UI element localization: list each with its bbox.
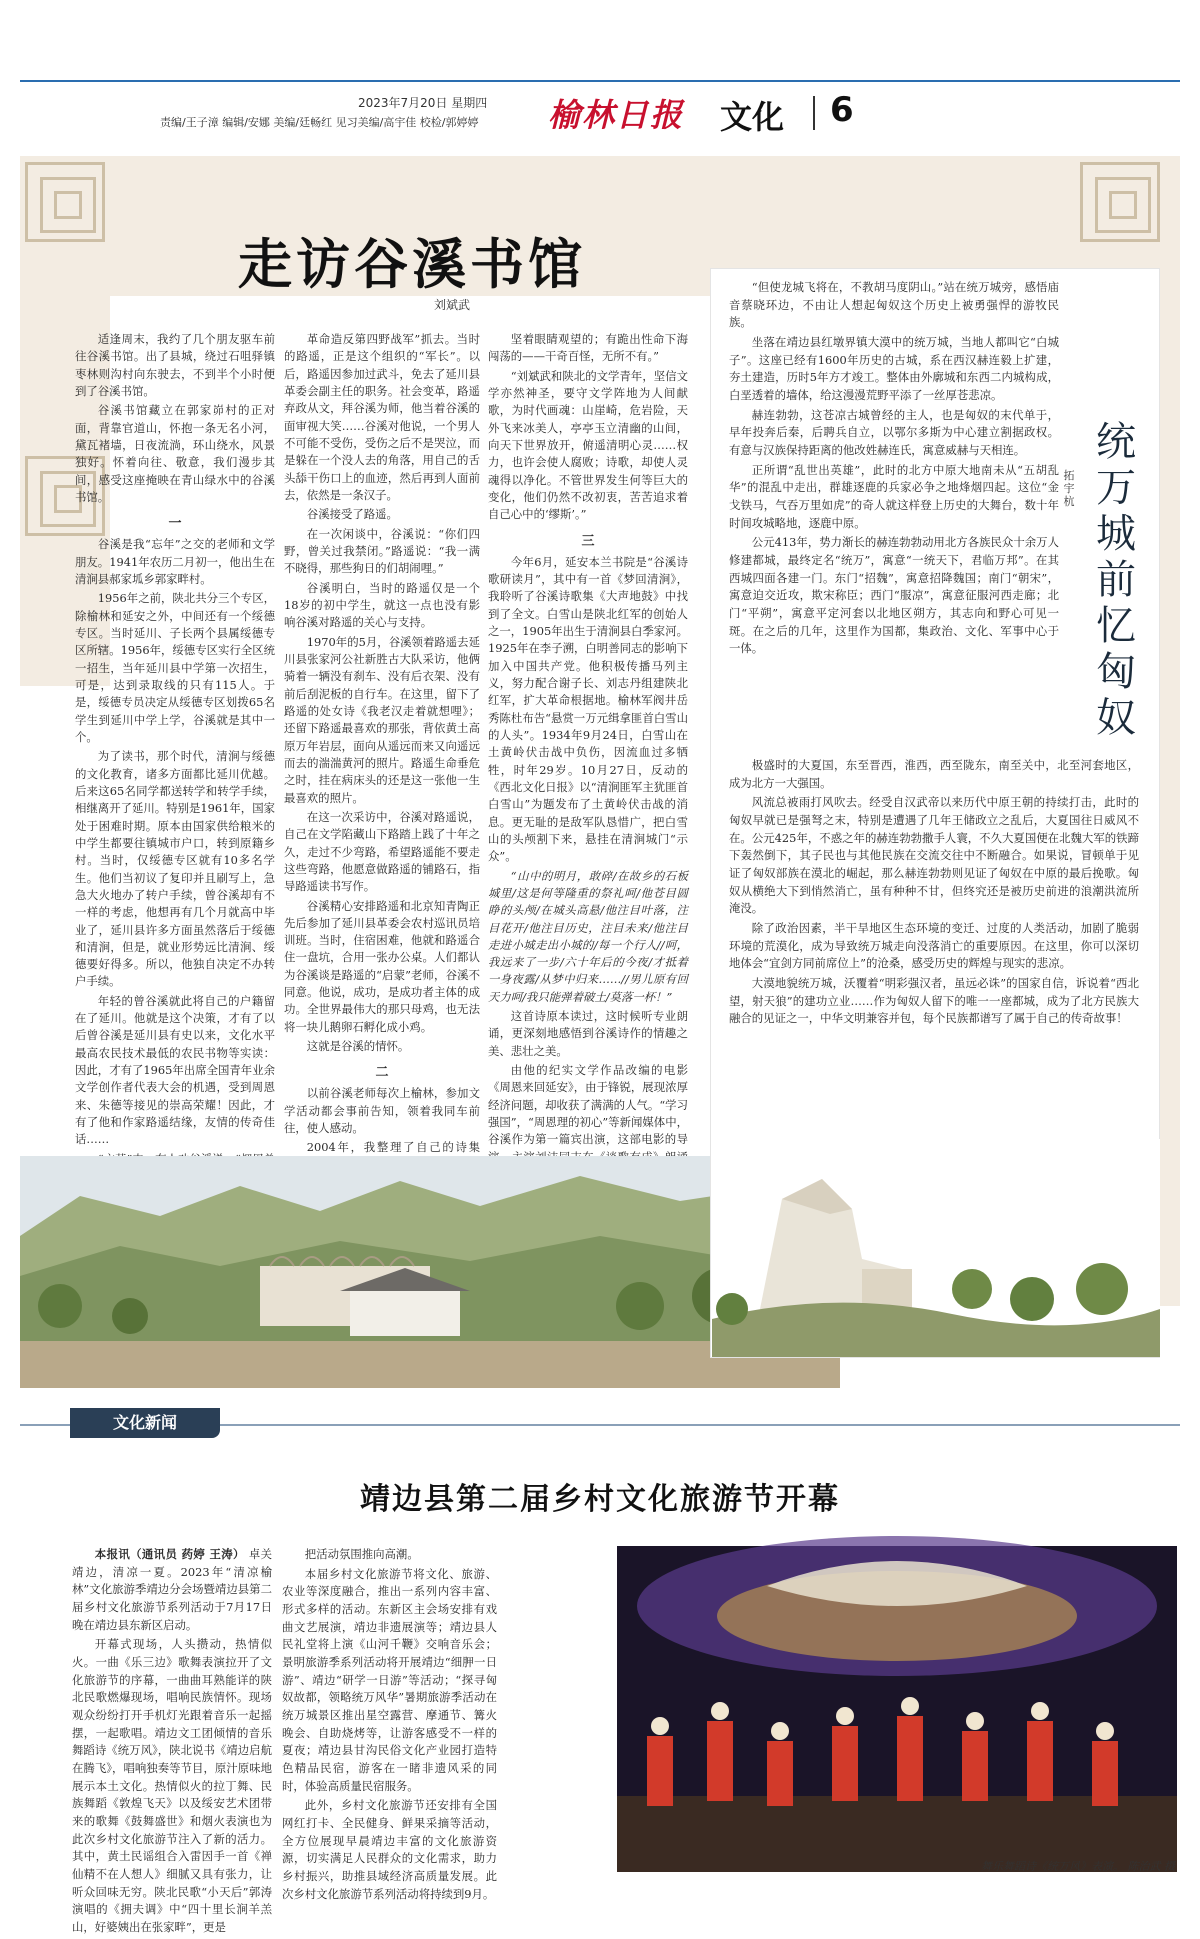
photo-caption: 舞乐舞蹈诗《统万风》表演。 陈治武 摄	[981, 1860, 1175, 1873]
feature-column-3	[488, 331, 688, 1291]
sidebar-column-bottom	[729, 757, 1139, 1030]
masthead	[20, 80, 1180, 138]
feature-byline: 刘斌武	[434, 298, 471, 312]
paragraph: 开幕式现场，人头攒动，热情似火。一曲《乐三边》歌舞表演拉开了文化旅游节的序幕，一曲曲耳熟能详的陕北民歌燃爆现场，唱响民族情怀。现场观众纷纷打开手机灯光跟着音乐一起摇摆，一起歌唱。靖边文工团倾情的音乐舞蹈诗《统万风》，陕北说书《靖边启航在腾飞》，唱响独奏等节目，原汁原味地展示本土文化。热情似火的拉丁舞、民族舞蹈《敦煌飞天》以及绥安艺术团带来的歌舞《鼓舞盛世》和烟火表演也为此次乡村文化旅游节注入了新的活力。其中，黄土民谣组合入雷因手一首《禅仙精不在人想人》细腻又具有张力，让听众回味无穷。陕北民歌“小天后”郭涛演唱的《拥夫调》中“四十里长涧羊羔山，好婆姨出在张家畔”，更是	[72, 1637, 272, 1935]
paragraph: 把活动氛围推向高潮。	[304, 1547, 419, 1561]
lattice-ornament-icon	[1080, 162, 1160, 242]
section-marker: 二	[375, 1065, 389, 1081]
paragraph: 谷溪是我“忘年”之交的老师和文学朋友。1941年农历二月初一，他出生在清涧县郝家坬乡郭家畔村。	[75, 537, 275, 586]
section-marker: 一	[168, 516, 182, 532]
paragraph: 谷溪精心安排路遥和北京知青陶正先后参加了延川县革委会农村巡讯员培训班。当时，住宿困难，他就和路遥合住一盘坑，合用一张办公桌。人们都认为谷溪谈是路遥的“启蒙”老师，谷溪不同意。他说，成功，是成功者主体的成功。全世界最伟大的那只母鸡，也无法将一块儿鹅卵石孵化成小鸡。	[284, 898, 480, 1034]
newspaper-logo: 榆林日报	[548, 96, 685, 134]
paragraph: 年轻的曾谷溪就此将自己的户籍留在了延川。他就是这个决策，才有了以后曾谷溪是延川县有史以来，文化水平最高农民技术最低的农民书物等实读：因此，才有了1965年出席全国青年业余文学创作者代表大会的机遇，受到周恩来、朱德等接见的崇高荣耀！因此，才有了他和作家路遥结缘，友情的传奇佳话……	[75, 993, 275, 1147]
paragraph: 适逢周末，我约了几个朋友驱车前往谷溪书馆。出了县城，绕过石咀驿镇枣林则沟村向东驶去，不到半个小时便到了谷溪书馆。	[75, 332, 275, 398]
paragraph: 正所谓“乱世出英雄”，此时的北方中原大地南未从“五胡乱华”的混乱中走出，群雄逐鹿的兵家必争之地烽烟四起。这位“金戈铁马，气吞万里如虎”的奇人就这样登上历史的大舞台，数十年时间攻城略地，逐鹿中原。	[729, 462, 1059, 530]
sidebar-column-top	[729, 279, 1059, 660]
paragraph: 由他的纪实文学作品改编的电影《周恩来回延安》，由于锋锐，展现浓厚经济问题，却收获了满满的人气。“学习强国”，“周恩理的初心”等新闻媒体中，谷溪作为第一篇宾出演，这部电影的导	[488, 1063, 688, 1147]
news-column-1	[72, 1546, 272, 1939]
lattice-ornament-icon	[25, 162, 105, 242]
paragraph: 风流总被雨打风吹去。经受自汉武帝以来历代中原王朝的持续打击，此时的匈奴早就已是强弩之末，特别是遭遇了几年王储政立之乱后，大夏国往日威风不在。公元425年，不惑之年的赫连勃勃撒手人寰，不久大夏国便在北魏大军的铁蹄下轰然倒下，其子民也与其他民族在交流交往中不断融合。如果说，冒顿单于见证了匈奴部族在漠北的崛起，那么赫连勃勃则见证了匈奴在中原的最后挽歌。匈奴从横绝大下到悄然消亡，虽有种种不甘，但终究还是被历史前进的浪潮洪流所淹没。	[729, 795, 1139, 916]
paragraph: 公元413年，势力渐长的赫连勃勃动用北方各族民众十余万人修建都城，最终定名“统万”，寓意“一统天下，君临万邦”。在其西城四面各建一门。东门“招魏”，寓意招降魏国；南门“朝宋”，寓意迫交近攻，欺宋称臣；西门“服凉”，寓意征服河西走廊；北门“平朔”，寓意平定河套以北地区朔方，其志向和野心可见一斑。在之后的几年，这里作为国都，集政治、文化、军事中心于一体。	[729, 535, 1059, 656]
paragraph: 除了政治因素，半干旱地区生态环境的变迁、过度的人类活动，加剧了脆弱环境的荒漠化，成为导致统万城走向没落消亡的重要原因。在这里，你可以深切地体会“宜剑方同前席位上”的沧桑，感受历史的辉煌与现实的悲凉。	[729, 921, 1139, 971]
culture-news-section	[20, 1402, 1180, 1935]
stage-performance-photo	[617, 1546, 1177, 1872]
news-lead-text: 卓关靖边，清凉一夏。2023年“清凉榆林”文化旅游季靖边分会场暨靖边县第二届乡村文化旅游节系列活动于7月17日晚在靖边县东新区启动。	[72, 1547, 272, 1632]
section-marker: 三	[581, 533, 595, 549]
decorative-frame-right	[1160, 156, 1180, 1306]
poem-excerpt: “山中的明月，敢碎/在故乡的石板城里/这是何等隆重的祭礼呵/他苍目圆睁的头颅/在城头高悬/他注目叶落，注目花开/他注目历史，注目未来/他注目走进小城走出小城的/每一个行人//呵，我远来了一步/六十年后的今夜/才抵着一身夜露/从梦中归来……//男儿原有回天力呵/我只能弹着破土/莫落一杯！”	[488, 868, 688, 1004]
paragraph: “刘斌武和陕北的文学青年，坚信文学亦然神圣，要守文学阵地为人间献歌，为时代画魂：山崖崎，危岩险，天外飞来冰美人，亭亭玉立清幽的山间，向天下世界放开，俯遥清明心灵……权力，也许会使人腐败；诗歌，却使人灵魂得以净化。不管世界发生何等巨大的变化，他们仍然不改初衷，苦苦追求着自己心中的‘缪斯’。”	[488, 368, 688, 522]
paragraph: 2004年，我整理了自己的诗集	[306, 1140, 480, 1155]
paragraph: 这就是谷溪的情怀。	[306, 1039, 410, 1054]
paragraph: 谷溪接受了路遥。	[306, 507, 398, 522]
paragraph: 以前谷溪老师每次上榆林，参加文学活动都会事前告知，领着我同车前往，使人感动。	[284, 1086, 480, 1136]
feature-section	[20, 156, 1180, 1386]
paragraph: 极盛时的大夏国，东至晋西，淮西，西至陇东，南至关中，北至河套地区，成为北方一大强国。	[729, 758, 1139, 790]
tongwan-city-ruins-photo	[712, 1139, 1160, 1357]
masthead-divider	[813, 96, 815, 130]
paragraph: 谷溪书馆藏立在郭家峁村的正对面，背靠官道山，怀抱一条无名小河，黛瓦褚墙，日夜流淌，环山绕水，风景独好。怀着向往、敬意，我们漫步其间，感受这座掩映在青山绿水中的谷溪书馆。	[75, 403, 275, 504]
paragraph: 革命造反第四野战军”抓去。当时的路遥，正是这个组织的“军长”。以后，路遥因参加过武斗，免去了延川县革委会副主任的职务。社会变革，路遥弃政从文，拜谷溪为师，他当着谷溪的面审视大笑……谷溪对他说，一个男人不可能不受伤，受伤之后不是哭泣，而是躲在一个没人去的角落，用自己的舌头舔干伤口上的血迹，然后再到人面前去，依然是一条汉子。	[284, 332, 480, 502]
paragraph: “但使龙城飞将在，不教胡马度阴山。”站在统万城旁，感悟庙音蔡晓环边，不由让人想起匈奴这个历史上被勇强悍的游牧民族。	[729, 280, 1059, 330]
paragraph: 在这一次采访中，谷溪对路遥说，自己在文学陷藏山下路踏上践了十年之久，走过不少弯路，希望路遥能不要走这些弯路，他愿意做路遥的铺路石，指导路遥读书写作。	[284, 809, 480, 894]
sidebar-byline: 拓宇杭	[1063, 469, 1075, 509]
paragraph: 坐落在靖边县红墩界镇大漠中的统万城，当地人都叫它“白城子”。这座已经有1600年历史的古城，系在西汉赫连毅上扩建，夯土建造，历时5年方才竣工。整体由外廓城和东西二内城构成，白垩透着的墙体，给这漫漫荒野平添了一丝厚苍悲凉。	[729, 335, 1059, 403]
news-column-2	[282, 1546, 497, 1905]
paragraph: 本届乡村文化旅游节将文化、旅游、农业等深度融合，推出一系列内容丰富、形式多样的活动。东新区主会场安排有戏曲文艺展演，靖边非遗展演等；靖边县人民礼堂将上演《山河千鞭》交响音乐会；景明旅游季系列活动将开展靖边“细胛一日游”、靖边“研学一日游”等活动；“探寻匈奴故都，领略统万风华”暑期旅游季活动在统万城景区推出星空露营、摩通节、篝火晚会、自助烧烤等，让游客感受不一样的夏夜；靖边县甘沟民俗文化产业园打造特色精品民宿，游客在一睹非遗风采的同时，体验高质量民宿服务。	[282, 1566, 497, 1793]
editor-credits: 责编/王子漳 编辑/安娜 美编/廷畅红 见习美编/高宇佳 校检/郭婷婷	[160, 116, 479, 129]
section-title: 文化	[720, 98, 785, 136]
news-lead: 本报讯（通讯员 药婷 王涛）	[94, 1547, 245, 1561]
paragraph: 赫连勃勃，这苍凉古城曾经的主人，也是匈奴的末代单于，早年投奔后秦，后聘兵自立，以鄂尔多斯为中心建立割据政权。有意与汉族保持距离的他改姓赫连氏，寓意威赫与天相连。	[729, 407, 1059, 458]
news-headline: 靖边县第二届乡村文化旅游节开幕	[360, 1482, 840, 1517]
sidebar-article	[710, 268, 1160, 1358]
paragraph	[72, 1546, 272, 1634]
feature-headline: 走访谷溪书馆	[238, 233, 586, 296]
paragraph: 1956年之前，陕北共分三个专区，除榆林和延安之外，中间还有一个绥德专区。当时延川、子长两个县属绥德专区所辖。1956年，绥德专区实行全区统一招生，当年延川县中学第一次招生，可是，达到录取线的只有115人。于是，绥德专员决定从绥德专区划拨65名学生到延川中学上学，谷溪就是其中一个。	[75, 591, 275, 744]
paragraph: 今年6月，延安本兰书院是“谷溪诗歌研读月”，其中有一首《梦回清涧》，我聆听了谷溪诗歌集《大声地鼓》中找到了全文。白雪山是陕北红军的创始人之一，1905年出生于清涧县白季家河。1925年在李子溯，白明善同志的影响下加入中国共产党。他积极传播马列主义，努力配合谢子长、刘志丹组建陕北红军，扩大革命根据地。榆林军阀井岳秀陈杜布告“悬赏一万元缉拿匪首白雪山的人头”。1934年9月24日，白雪山在土黄岭伏击战中负伤，因流血过多牺牲，时年29岁。10月27日，反动的《西北文化日报》以“清涧匪军主犹匪首白雪山”为题发布了土黄岭伏击战的消息。更无耻的是敌军队恳惜广，把白雪山的头颅割下来，悬挂在清涧城门“示众”。	[488, 554, 688, 864]
culture-news-tag: 文化新闻	[70, 1408, 220, 1438]
paragraph: 大漠地貌统万城，沃覆着“明彩强汉者，虽远必诛”的国家自信，诉说着“西北望，射天狼”的建功立业……作为匈奴人留下的唯一一座都城，成为了北方民族大融合的见证之一，中华文明兼容并包，每个民族都谱写了属于自己的传奇故事！	[729, 976, 1139, 1026]
paragraph: 坚着眼睛观望的；有跪出性命下海闯荡的——干奇百怪，无所不有。”	[488, 332, 688, 364]
paragraph: 这首诗原本读过，这时候听专业朗诵，更深刻地感悟到谷溪诗作的情趣之美、悲壮之美。	[488, 1009, 688, 1058]
paragraph: 此外，乡村文化旅游节还安排有全国网红打卡、全民健身、鲜果采摘等活动，全方位展现早晨靖边丰富的文化旅游资源，切实满足人民群众的文化需求，助力乡村振兴，助推县域经济高质量发展。此次乡村文化旅游节系列活动将持续到9月。	[282, 1798, 497, 1901]
paragraph: 在一次闲谈中，谷溪说：“你们四野，曾关过我禁闭。”路遥说：“我一满不晓得，那些狗日的们胡闹哩。”	[284, 526, 480, 576]
paragraph: 1970年的5月，谷溪领着路遥去延川县张家河公社新胜古大队采访，他俩骑着一辆没有刹车、没有后衣架、没有前后刮泥板的自行车。在这里，留下了路遥的处女诗《我老汉走着就想哩》；还留下路遥最喜欢的那张，背依黄土高原万年岩层，面向从遥远而来又向遥远而去的湍湍黄河的照片。路遥生命垂危之时，挂在病床头的还是这一张他一生最喜欢的照片。	[284, 634, 480, 805]
page-number: 6	[830, 90, 854, 130]
issue-date: 2023年7月20日 星期四	[358, 96, 488, 110]
paragraph: 为了读书，那个时代，清涧与绥德的文化教育，诸多方面都比延川优越。后来这65名同学都送转学和转学手续，相继离开了延川。特别是1961年，国家处于困难时期。原本由国家供给粮米的中学生都要往镇城市户口，转到原籍乡村。当时，仅绥德专区就有10多名学生。他们当初议了复印并且刷写上，急急大火地办了转户手续，曾谷溪却有不一样的考虑，他想再有几个月就高中毕业了，延川县许多方面虽然落后于绥德和清涧，但是，就业形势远比清涧、绥德要好得多。所以，他独自决定不办转户手续。	[75, 749, 275, 989]
paragraph: 谷溪明白，当时的路遥仅是一个18岁的初中学生，就这一点也没有影响谷溪对路遥的关心与支持。	[284, 580, 480, 630]
sidebar-headline: 统万城前忆匈奴	[1096, 419, 1136, 741]
